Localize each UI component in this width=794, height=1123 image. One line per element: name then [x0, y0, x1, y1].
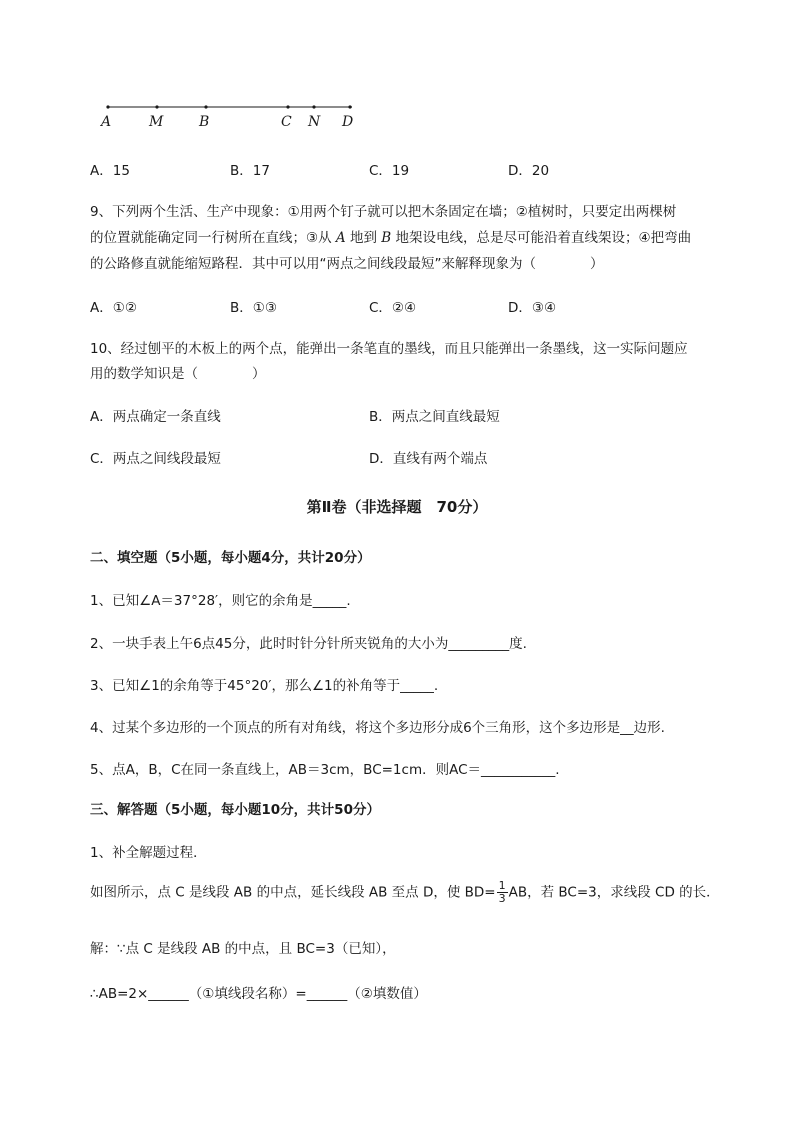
fraction-denominator: 3 — [498, 892, 506, 905]
solve-q1-text-a: 如图所示，点 C 是线段 AB 的中点，延长线段 AB 至点 D，使 BD= — [90, 884, 496, 901]
fraction-numerator: 1 — [498, 879, 506, 892]
q9-option-a: A．①② — [90, 300, 137, 316]
solve-q1-text-b: AB，若 BC=3，求线段 CD 的长． — [508, 884, 720, 901]
fill-q4: 4、过某个多边形的一个顶点的所有对角线，将这个多边形分成6个三角形，这个多边形是__边形. — [90, 720, 665, 736]
q9-option-d: D．③④ — [508, 300, 557, 316]
q10-option-c: C．两点之间线段最短 — [90, 451, 221, 467]
q10-option-a: A．两点确定一条直线 — [90, 409, 221, 425]
q9-line-2-a: 的位置就能确定同一行树所在直线；③从 — [90, 230, 336, 246]
solve-header: 三、解答题（5小题，每小题10分，共计50分） — [90, 802, 380, 818]
q10-option-d: D．直线有两个端点 — [369, 451, 488, 467]
part-2-title: 第Ⅱ卷（非选择题 70分） — [306, 498, 488, 516]
solve-q1-text — [90, 880, 720, 905]
solve-q1-title: 1、补全解题过程． — [90, 845, 207, 861]
number-line-svg — [100, 98, 360, 118]
fill-q3: 3、已知∠1的余角等于45°20′，那么∠1的补角等于_____. — [90, 678, 439, 694]
q8-option-d: D．20 — [508, 163, 550, 179]
q9-line-2-b: 地到 — [345, 230, 382, 246]
number-line-figure — [100, 98, 360, 138]
q8-option-b: B．17 — [230, 163, 270, 179]
q10-line-2: 用的数学知识是（ ） — [90, 366, 266, 382]
point-M — [155, 105, 158, 108]
label-N: N — [308, 114, 321, 130]
q9-var-A: A — [335, 230, 346, 246]
point-B — [204, 105, 207, 108]
q9-option-c: C．②④ — [369, 300, 417, 316]
label-B: B — [199, 114, 210, 130]
q9-line-3: 的公路修直就能缩短路程．其中可以用“两点之间线段最短”来解释现象为（ ） — [90, 256, 604, 272]
label-A: A — [101, 114, 112, 130]
q8-option-c: C．19 — [369, 163, 410, 179]
q10-option-b: B．两点之间直线最短 — [369, 409, 500, 425]
fraction-one-third — [497, 880, 508, 905]
label-C: C — [281, 114, 292, 130]
q9-line-2-c: 地架设电线，总是尽可能沿着直线架设；④把弯曲 — [391, 230, 692, 246]
q9-line-1: 9、下列两个生活、生产中现象：①用两个钉子就可以把木条固定在墙；②植树时，只要定出两棵树 — [90, 204, 677, 220]
point-A — [106, 105, 109, 108]
point-D — [348, 105, 351, 108]
q9-var-B: B — [381, 230, 392, 246]
point-N — [312, 105, 315, 108]
point-C — [286, 105, 289, 108]
fill-q5: 5、点A，B，C在同一条直线上，AB＝3cm，BC=1cm．则AC＝___________. — [90, 762, 560, 778]
q9-option-b: B．①③ — [230, 300, 277, 316]
q10-line-1: 10、经过刨平的木板上的两个点，能弹出一条笔直的墨线，而且只能弹出一条墨线，这一实际问题应 — [90, 341, 688, 357]
fill-q1: 1、已知∠A＝37°28′，则它的余角是_____. — [90, 593, 351, 609]
fill-in-header: 二、填空题（5小题，每小题4分，共计20分） — [90, 550, 371, 566]
q8-option-a: A．15 — [90, 163, 130, 179]
solution-line-2: ∴AB=2×______（①填线段名称）=______（②填数值） — [90, 986, 427, 1002]
label-M: M — [149, 114, 164, 130]
label-D: D — [342, 114, 354, 130]
solution-line-1: 解：∵点 C 是线段 AB 的中点，且 BC=3（已知）， — [90, 941, 396, 957]
fill-q2: 2、一块手表上午6点45分，此时时针分针所夹锐角的大小为_________度. — [90, 636, 527, 652]
q9-line-2 — [90, 226, 691, 246]
